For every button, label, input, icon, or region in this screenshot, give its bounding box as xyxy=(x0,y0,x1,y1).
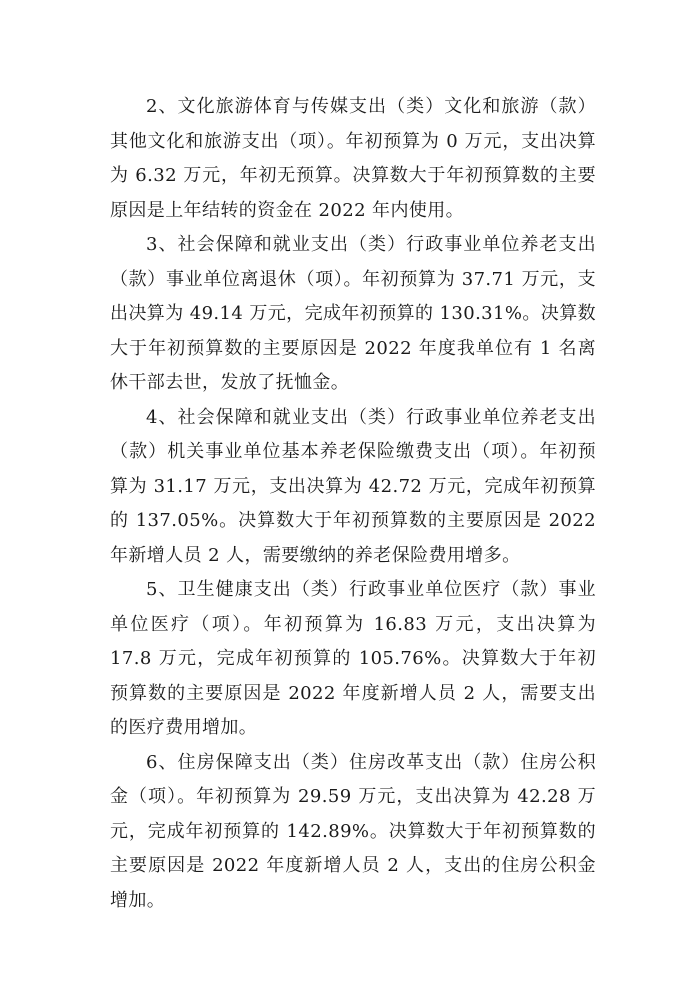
paragraph-medical: 5、卫生健康支出（类）行政事业单位医疗（款）事业单位医疗（项）。年初预算为 16.83 万元，支出决算为 17.8 万元，完成年初预算的 105.76%。决算数大于年初预算数的主要原因是 2022 年度新增人员 2 人，需要支出的医疗费用增加。 xyxy=(110,579,596,738)
paragraph-housing-fund: 6、住房保障支出（类）住房改革支出（款）住房公积金（项）。年初预算为 29.59 万元，支出决算为 42.28 万元，完成年初预算的 142.89%。决算数大于年初预算数的主要原因是 2022 年度新增人员 2 人，支出的住房公积金增加。 xyxy=(110,751,596,911)
document-body xyxy=(110,90,596,918)
paragraph-retirement: 3、社会保障和就业支出（类）行政事业单位养老支出（款）事业单位离退休（项）。年初预算为 37.71 万元，支出决算为 49.14 万元，完成年初预算的 130.31%。决算数大于年初预算数的主要原因是 2022 年度我单位有 1 名离休干部去世，发放了抚恤金。 xyxy=(110,234,596,393)
paragraph-culture-tourism: 2、文化旅游体育与传媒支出（类）文化和旅游（款）其他文化和旅游支出（项）。年初预算为 0 万元，支出决算为 6.32 万元，年初无预算。决算数大于年初预算数的主要原因是上年结转的资金在 2022 年内使用。 xyxy=(110,96,596,221)
paragraph-pension-insurance: 4、社会保障和就业支出（类）行政事业单位养老支出（款）机关事业单位基本养老保险缴费支出（项）。年初预算为 31.17 万元，支出决算为 42.72 万元，完成年初预算的 137.05%。决算数大于年初预算数的主要原因是 2022 年新增人员 2 人，需要缴纳的养老保险费用增多。 xyxy=(110,406,596,566)
